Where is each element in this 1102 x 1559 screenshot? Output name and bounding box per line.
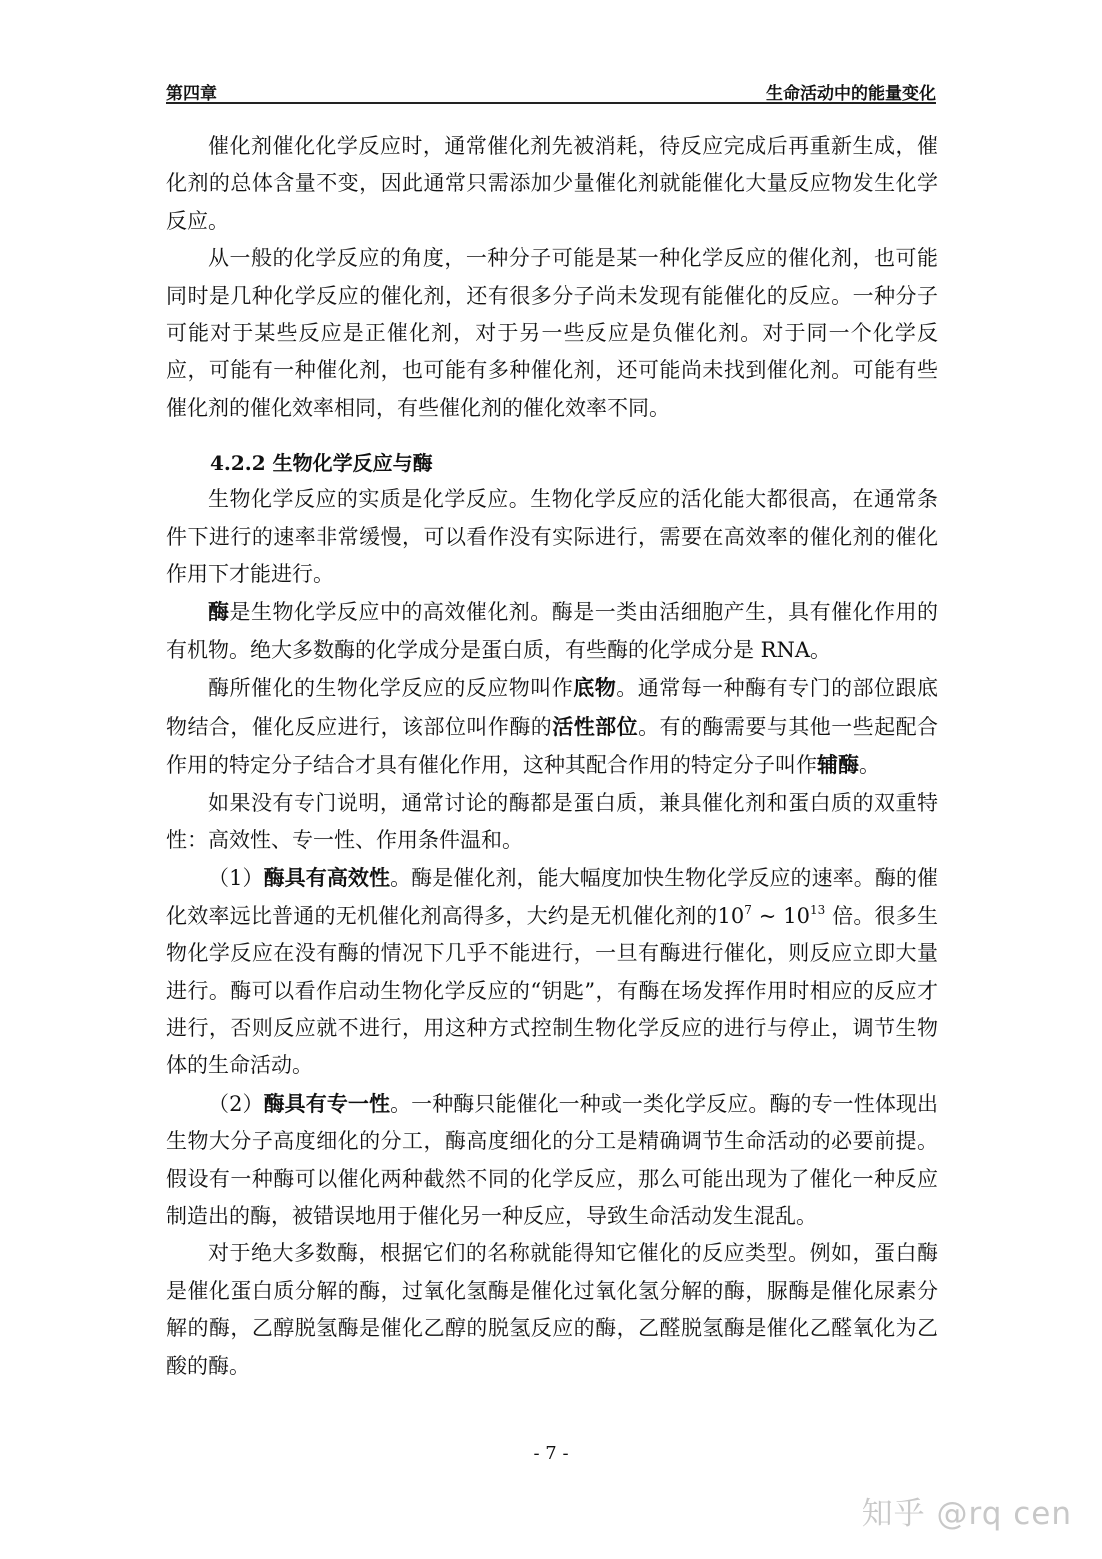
exponent-13: 13 — [809, 902, 826, 917]
term-active-site: 活性部位 — [552, 713, 639, 739]
paragraph-enzyme-definition: 酶是生物化学反应中的高效催化剂。酶是一类由活细胞产生，具有催化作用的有机物。绝大多数酶的化学成分是蛋白质，有些酶的化学成分是 RNA。 — [166, 599, 939, 662]
term-substrate: 底物 — [573, 675, 617, 701]
paragraph-biochemical-reaction: 生物化学反应的实质是化学反应。生物化学反应的活化能大都很高，在通常条件下进行的速率非常缓慢，可以看作没有实际进行，需要在高效率的催化剂的催化作用下才能进行。 — [166, 487, 938, 587]
paragraph-substrate: 酶所催化的生物化学反应的反应物叫作底物。通常每一种酶有专门的部位跟底物结合，催化反应进行，该部位叫作酶的活性部位。有的酶需要与其他一些起配合作用的特定分子结合才具有催化作用，这种其配合作用的特定分子叫作辅酶。 — [166, 675, 939, 778]
watermark: 知乎 @rq cen — [861, 1496, 1072, 1532]
term-enzyme: 酶 — [208, 599, 230, 625]
paragraph-high-efficiency: （1）酶具有高效性。酶是催化剂，能大幅度加快生物化学反应的速率。酶的催化效率远比普通的无机催化剂高得多，大约是无机催化剂的$10^7$ ~ $10^{13}$ 倍。很多生物化学反应在没有酶的情况下几乎不能进行，一旦有酶进行催化，则反应立即大量进行。酶可以看作启动生物化学反应的“钥匙”，有酶在场发挥作用时相应的反应才进行，否则反应就不进行，用这种方式控制生物化学反应的进行与停止，调节生物体的生命活动。 — [166, 865, 938, 1078]
paragraph-catalyst-consumption: 催化剂催化化学反应时，通常催化剂先被消耗，待反应完成后再重新生成，催化剂的总体含量不变，因此通常只需添加少量催化剂就能催化大量反应物发生化学反应。 — [166, 134, 938, 233]
term-specificity: 酶具有专一性 — [263, 1090, 391, 1116]
header-chapter: 第四章 — [166, 84, 217, 104]
exponent-7: 7 — [744, 902, 752, 917]
paragraph-enzyme-names: 对于绝大多数酶，根据它们的名称就能得知它催化的反应类型。例如，蛋白酶是催化蛋白质分解的酶，过氧化氢酶是催化过氧化氢分解的酶，脲酶是催化尿素分解的酶，乙醇脱氢酶是催化乙醇的脱氢反应的酶，乙醛脱氢酶是催化乙醛氧化为乙酸的酶。 — [166, 1241, 938, 1378]
page-number: - 7 - — [533, 1443, 569, 1464]
section-heading: 4.2.2 生物化学反应与酶 — [210, 451, 433, 476]
page-header — [166, 76, 936, 104]
term-high-efficiency: 酶具有高效性 — [263, 865, 391, 891]
page-body — [166, 128, 938, 1385]
header-title: 生命活动中的能量变化 — [766, 84, 936, 104]
paragraph-catalyst-general: 从一般的化学反应的角度，一种分子可能是某一种化学反应的催化剂，也可能同时是几种化学反应的催化剂，还有很多分子尚未发现有能催化的反应。一种分子可能对于某些反应是正催化剂，对于另一些反应是负催化剂。对于同一个化学反应，可能有一种催化剂，也可能有多种催化剂，还可能尚未找到催化剂。可能有些催化剂的催化效率相同，有些催化剂的催化效率不同。 — [166, 246, 938, 420]
paragraph-specificity: （2）酶具有专一性。一种酶只能催化一种或一类化学反应。酶的专一性体现出生物大分子高度细化的分工，酶高度细化的分工是精确调节生命活动的必要前提。假设有一种酶可以催化两种截然不同的化学反应，那么可能出现为了催化一种反应制造出的酶，被错误地用于催化另一种反应，导致生命活动发生混乱。 — [166, 1090, 938, 1228]
paragraph-enzyme-properties: 如果没有专门说明，通常讨论的酶都是蛋白质，兼具催化剂和蛋白质的双重特性：高效性、专一性、作用条件温和。 — [166, 790, 938, 852]
term-coenzyme: 辅酶 — [817, 752, 859, 778]
